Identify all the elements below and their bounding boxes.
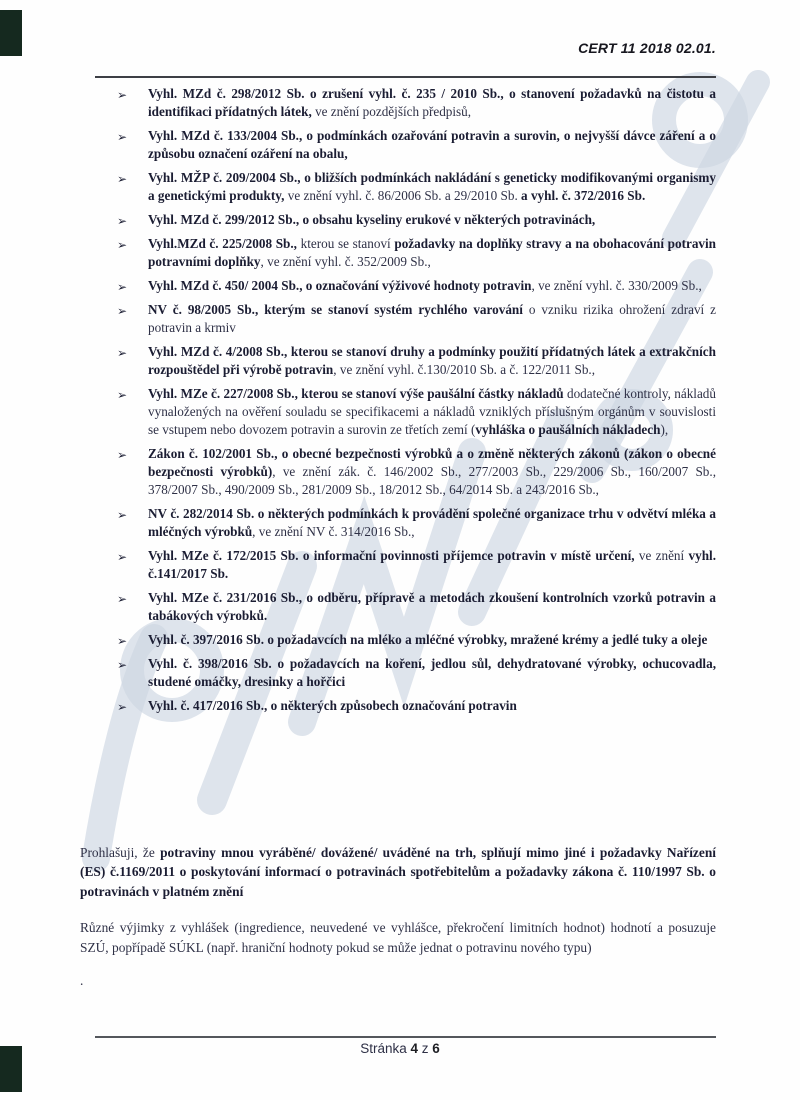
text-segment: vyhláška o paušálních nákladech <box>475 422 661 437</box>
arrow-bullet-icon: ➢ <box>117 448 128 462</box>
text-segment: Vyhl.MZd č. 225/2008 Sb., <box>148 236 297 251</box>
arrow-bullet-icon: ➢ <box>117 172 128 186</box>
declaration-paragraph <box>80 843 716 901</box>
text-segment: Vyhl. č. 417/2016 Sb., o některých způsobech označování potravin <box>148 698 517 713</box>
regulation-item <box>117 169 716 205</box>
text-segment: NV č. 282/2014 Sb. o některých podmínkách k provádění společné organizace trhu v odvětví mléka a mléčných výrobků <box>148 506 716 539</box>
text-segment: Vyhl. MZd č. 4/2008 Sb., kterou se stanoví druhy a podmínky použití přídatných látek a extrakčních rozpouštědel při výrobě potravin <box>148 344 716 377</box>
arrow-bullet-icon: ➢ <box>117 304 128 318</box>
arrow-bullet-icon: ➢ <box>117 658 128 672</box>
page-number <box>0 1041 800 1056</box>
arrow-bullet-icon: ➢ <box>117 238 128 252</box>
text-segment: Vyhl. MZe č. 227/2008 Sb., kterou se stanoví výše paušální částky nákladů <box>148 386 564 401</box>
arrow-bullet-icon: ➢ <box>117 88 128 102</box>
text-segment: Vyhl. MZd č. 299/2012 Sb., o obsahu kyseliny erukové v některých potravinách, <box>148 212 596 227</box>
text-segment: požadavky na doplňky stravy a na obohacování potravin potravními doplňky <box>148 236 717 269</box>
arrow-bullet-icon: ➢ <box>117 592 128 606</box>
text-segment: ve znění vyhl. č. 86/2006 Sb. a 29/2010 Sb. <box>284 188 522 203</box>
text-segment: Vyhl. MZd č. 133/2004 Sb., o podmínkách ozařování potravin a surovin, o nejvyšší dávce záření a o způsobu označení ozáření na obalu, <box>148 128 716 161</box>
arrow-bullet-icon: ➢ <box>117 634 128 648</box>
regulation-item <box>117 385 716 439</box>
text-segment: dodatečné kontroly, nákladů vynaložených na ověření souladu se specifikacemi a nákladů vzniklých příslušným orgánům v souvislosti se vstupem nebo dovozem potravin a surovin ze třetích zemí ( <box>148 386 716 437</box>
scan-punch-mark-top <box>0 10 22 56</box>
text-segment: 6 <box>432 1041 440 1056</box>
exceptions-paragraph <box>80 918 716 957</box>
text-segment: Vyhl. MZe č. 172/2015 Sb. o informační povinnosti příjemce potravin v místě určení, <box>148 548 635 563</box>
regulation-item <box>117 655 716 691</box>
text-segment: NV č. 98/2005 Sb., kterým se stanoví systém rychlého varování <box>148 302 523 317</box>
regulation-item <box>117 277 716 295</box>
regulation-item <box>117 235 717 271</box>
text-segment: Prohlašuji, že <box>80 845 161 860</box>
arrow-bullet-icon: ➢ <box>117 280 128 294</box>
arrow-bullet-icon: ➢ <box>117 550 128 564</box>
text-segment: , ve znění NV č. 314/2016 Sb., <box>252 524 415 539</box>
arrow-bullet-icon: ➢ <box>117 700 128 714</box>
regulation-item <box>117 85 716 121</box>
text-segment: , ve znění vyhl. č.130/2010 Sb. a č. 122/2011 Sb., <box>333 362 596 377</box>
arrow-bullet-icon: ➢ <box>117 508 128 522</box>
header-rule <box>95 76 716 78</box>
arrow-bullet-icon: ➢ <box>117 214 128 228</box>
text-segment: vyhl. č.141/2017 Sb. <box>148 548 716 581</box>
stray-dot <box>80 974 716 988</box>
regulation-list <box>117 85 717 715</box>
regulation-item <box>117 631 716 649</box>
text-segment: , ve znění vyhl. č. 352/2009 Sb., <box>260 254 431 269</box>
text-segment: , ve znění vyhl. č. 330/2009 Sb., <box>531 278 702 293</box>
text-segment: Vyhl. č. 397/2016 Sb. o požadavcích na mléko a mléčné výrobky, mražené krémy a jedlé tuky a oleje <box>148 632 708 647</box>
regulation-item <box>117 343 716 379</box>
regulation-item <box>117 589 716 625</box>
text-segment: kterou se stanoví <box>296 236 395 251</box>
text-segment: o vzniku rizika ohrožení zdraví z potravin a krmiv <box>148 302 717 335</box>
regulation-item <box>117 301 717 337</box>
text-segment: Vyhl. MZd č. 298/2012 Sb. o zrušení vyhl. č. 235 / 2010 Sb., o stanovení požadavků na čistotu a identifikaci přídatných látek, <box>148 86 716 119</box>
text-segment: 4 <box>410 1041 418 1056</box>
text-segment: a vyhl. č. 372/2016 Sb. <box>521 188 646 203</box>
arrow-bullet-icon: ➢ <box>117 346 128 360</box>
regulation-item <box>117 697 716 715</box>
regulation-item <box>117 211 716 229</box>
text-segment: Zákon č. 102/2001 Sb., o obecné bezpečnosti výrobků a o změně některých zákonů (zákon o obecné bezpečnosti výrobků) <box>148 446 716 479</box>
text-segment: Různé výjimky z vyhlášek (ingredience, neuvedené ve vyhlášce, překročení limitních hodnot) hodnotí a posuzuje SZÚ, popřípadě SÚKL (např. hraniční hodnoty pokud se může jednat o potravinu nového typu) <box>80 920 716 955</box>
text-segment: ve znění <box>634 548 689 563</box>
document-code: CERT 11 2018 02.01. <box>578 40 716 56</box>
footer-rule <box>95 1036 716 1038</box>
text-segment: . <box>80 973 84 989</box>
text-segment: potraviny mnou vyráběné/ dovážené/ uváděné na trh, splňují mimo jiné i požadavky Nařízení (ES) č.1169/2011 o poskytování informací o potravinách spotřebitelům a požadavky zákona č. 110/1997 Sb. o potravinách v platném znění <box>80 845 716 899</box>
text-segment: Vyhl. MŽP č. 209/2004 Sb., o bližších podmínkách nakládání s geneticky modifikovanými organismy a genetickými produkty, <box>148 170 716 203</box>
declaration-section <box>80 843 716 988</box>
text-segment: Stránka <box>360 1041 411 1056</box>
regulation-item <box>117 445 716 499</box>
regulation-item <box>117 547 716 583</box>
text-segment: z <box>418 1041 433 1056</box>
text-segment: ve znění pozdějších předpisů, <box>311 104 472 119</box>
text-segment: , ve znění zák. č. 146/2002 Sb., 277/2003 Sb., 229/2006 Sb., 160/2007 Sb., 378/2007 Sb., 490/2009 Sb., 281/2009 Sb., 18/2012 Sb., 64/2014 Sb. a 243/2016 Sb., <box>148 464 716 497</box>
arrow-bullet-icon: ➢ <box>117 388 128 402</box>
arrow-bullet-icon: ➢ <box>117 130 128 144</box>
text-segment: Vyhl. MZe č. 231/2016 Sb., o odběru, přípravě a metodách zkoušení kontrolních vzorků potravin a tabákových výrobků. <box>148 590 716 623</box>
text-segment: Vyhl. MZd č. 450/ 2004 Sb., o označování výživové hodnoty potravin <box>148 278 532 293</box>
text-segment: Vyhl. č. 398/2016 Sb. o požadavcích na koření, jedlou sůl, dehydratované výrobky, ochucovadla, studené omáčky, dresinky a hořčici <box>148 656 716 689</box>
regulation-item <box>117 127 716 163</box>
regulation-list-section <box>117 85 717 721</box>
text-segment: ), <box>660 422 669 437</box>
regulation-item <box>117 505 716 541</box>
